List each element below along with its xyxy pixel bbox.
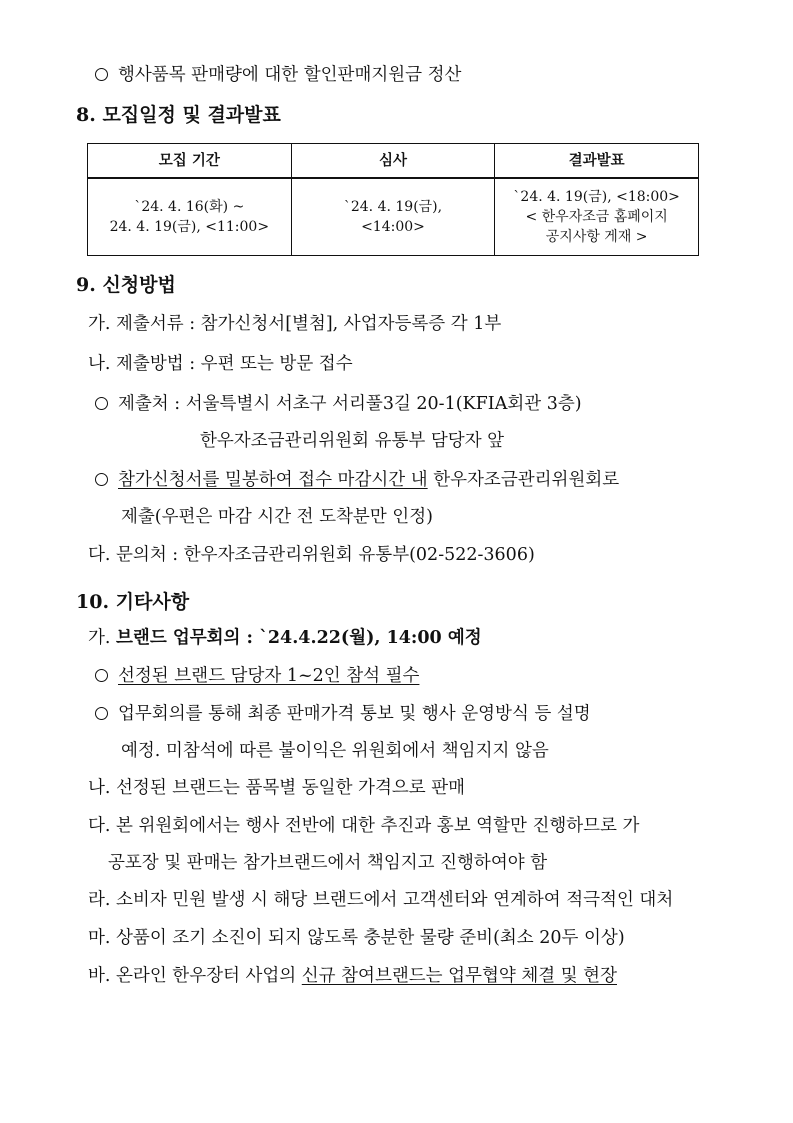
list-item: 예정. 미참석에 따른 불이익은 위원회에서 책임지지 않음 bbox=[121, 741, 549, 761]
list-item: 선정된 브랜드 담당자 1~2인 참석 필수 bbox=[95, 665, 419, 687]
table-cell: `24. 4. 19(금), <18:00> < 한우자조금 홈페이지 공지사항 게재 > bbox=[495, 178, 699, 256]
list-item: 가. 제출서류 : 참가신청서[별첨], 사업자등록증 각 1부 bbox=[88, 314, 502, 334]
circle-bullet-icon bbox=[95, 397, 108, 410]
section-title: 10. 기타사항 bbox=[76, 591, 190, 613]
list-item: 공포장 및 판매는 참가브랜드에서 책임지고 진행하여야 함 bbox=[108, 853, 548, 873]
table-header: 모집 기간 bbox=[88, 144, 292, 179]
list-item: 행사품목 판매량에 대한 할인판매지원금 정산 bbox=[95, 64, 461, 86]
list-item: 업무회의를 통해 최종 판매가격 통보 및 행사 운영방식 등 설명 bbox=[95, 703, 591, 725]
list-item: 다. 문의처 : 한우자조금관리위원회 유통부(02-522-3606) bbox=[88, 545, 535, 565]
circle-bullet-icon bbox=[95, 707, 108, 720]
section-title: 8. 모집일정 및 결과발표 bbox=[76, 104, 281, 126]
table-cell: `24. 4. 19(금), <14:00> bbox=[291, 178, 495, 256]
list-item: 제출(우편은 마감 시간 전 도착분만 인정) bbox=[121, 507, 433, 527]
list-item: 다. 본 위원회에서는 행사 전반에 대한 추진과 홍보 역할만 진행하므로 가 bbox=[88, 816, 640, 836]
list-item: 한우자조금관리위원회 유통부 담당자 앞 bbox=[200, 431, 505, 451]
table-cell: `24. 4. 16(화) ~ 24. 4. 19(금), <11:00> bbox=[88, 178, 292, 256]
table-header: 결과발표 bbox=[495, 144, 699, 179]
section-title: 9. 신청방법 bbox=[76, 274, 176, 296]
circle-bullet-icon bbox=[95, 669, 108, 682]
list-item: 가. 브랜드 업무회의 : `24.4.22(월), 14:00 예정 bbox=[88, 628, 482, 648]
table-header: 심사 bbox=[291, 144, 495, 179]
list-item: 나. 제출방법 : 우편 또는 방문 접수 bbox=[88, 354, 353, 374]
circle-bullet-icon bbox=[95, 473, 108, 486]
list-item: 마. 상품이 조기 소진이 되지 않도록 충분한 물량 준비(최소 20두 이상) bbox=[88, 928, 625, 948]
list-item: 라. 소비자 민원 발생 시 해당 브랜드에서 고객센터와 연계하여 적극적인 대처 bbox=[88, 890, 674, 910]
list-item: 제출처 : 서울특별시 서초구 서리풀3길 20-1(KFIA회관 3층) bbox=[95, 393, 582, 415]
circle-bullet-icon bbox=[95, 68, 108, 81]
list-item: 나. 선정된 브랜드는 품목별 동일한 가격으로 판매 bbox=[88, 778, 466, 798]
schedule-table bbox=[87, 143, 699, 256]
list-item: 참가신청서를 밀봉하여 접수 마감시간 내 한우자조금관리위원회로 bbox=[95, 469, 619, 491]
list-item: 바. 온라인 한우장터 사업의 신규 참여브랜드는 업무협약 체결 및 현장 bbox=[88, 966, 617, 986]
